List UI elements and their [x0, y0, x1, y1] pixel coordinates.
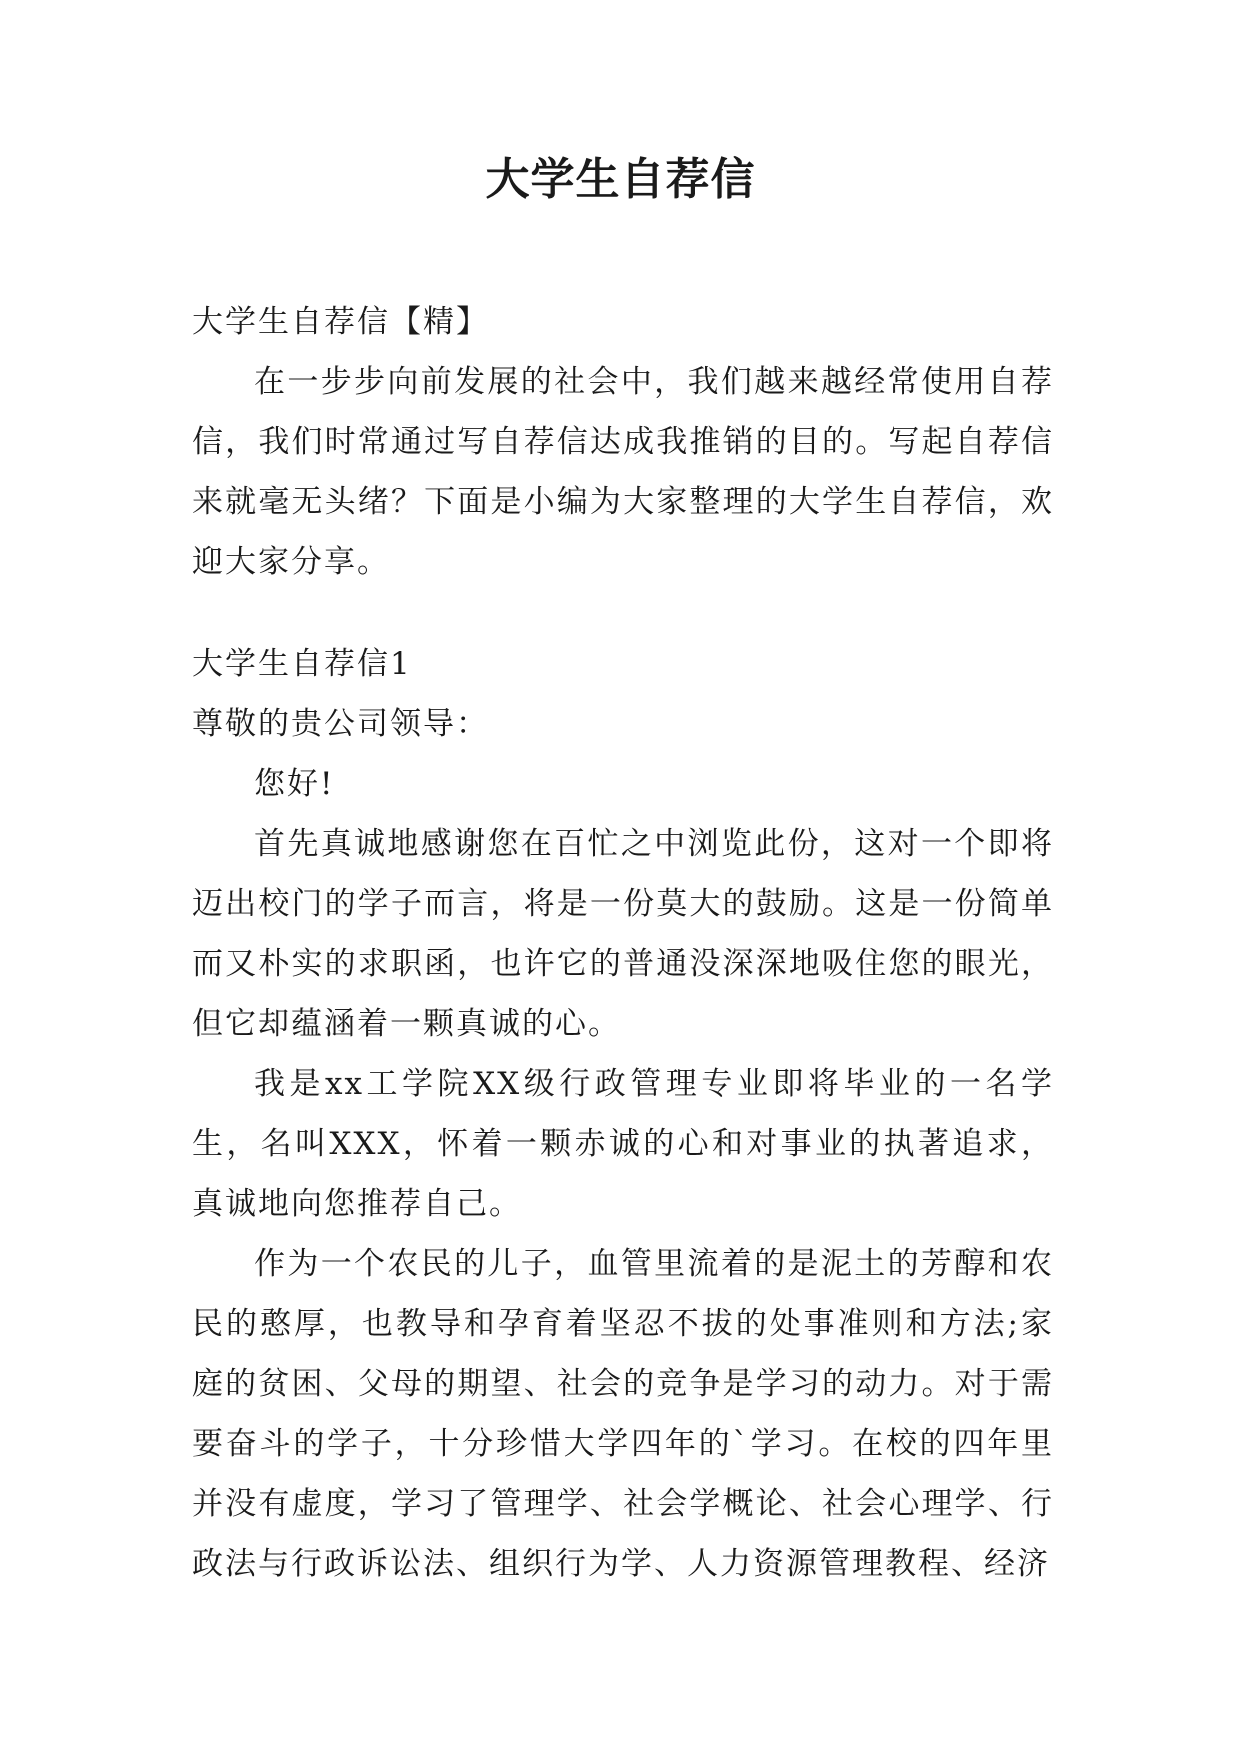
greeting: 您好!: [254, 766, 335, 802]
body-paragraph-3: 作为一个农民的儿子，血管里流着的是泥土的芳醇和农民的憨厚，也教导和孕育着坚忍不拔的处事准则和方法;家庭的贫困、父母的期望、社会的竞争是学习的动力。对于需要奋斗的学子，十分珍惜大学四年的`学习。在校的四年里并没有虚度，学习了管理学、社会学概论、社会心理学、行政法与行政诉讼法、组织行为学、人力资源管理教程、经济: [192, 1246, 1054, 1582]
section-gap: [192, 592, 1054, 634]
salutation: 尊敬的贵公司领导：: [192, 706, 489, 742]
document-subtitle: 大学生自荐信【精】: [192, 304, 489, 340]
page-title: 大学生自荐信: [485, 154, 756, 205]
body-paragraph-1: 首先真诚地感谢您在百忙之中浏览此份，这对一个即将迈出校门的学子而言，将是一份莫大的鼓励。这是一份简单而又朴实的求职函，也许它的普通没深深地吸住您的眼光，但它却蕴涵着一颗真诚的心。: [192, 826, 1054, 1042]
body-paragraph-2: 我是xx工学院XX级行政管理专业即将毕业的一名学生，名叫XXX，怀着一颗赤诚的心和对事业的执著追求，真诚地向您推荐自己。: [192, 1066, 1054, 1222]
section-heading: 大学生自荐信1: [192, 646, 412, 682]
document-body: [192, 292, 1054, 1594]
intro-paragraph: 在一步步向前发展的社会中，我们越来越经常使用自荐信，我们时常通过写自荐信达成我推销的目的。写起自荐信来就毫无头绪？下面是小编为大家整理的大学生自荐信，欢迎大家分享。: [192, 364, 1054, 580]
